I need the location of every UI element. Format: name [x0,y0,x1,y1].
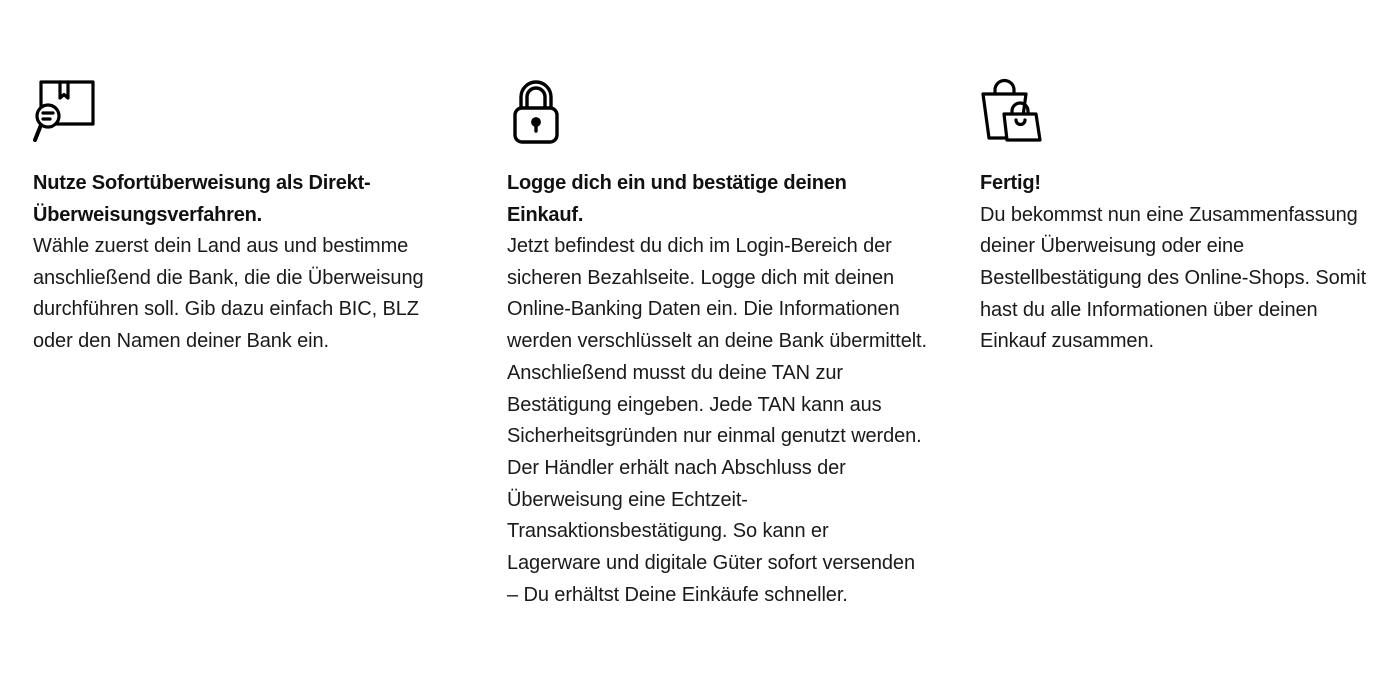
package-search-icon [33,78,97,146]
shopping-bags-icon [980,78,1044,146]
step-description: Du bekommst nun eine Zusammenfassung deiner Überweisung oder eine Bestellbestätigung des Online-Shops. Somit hast du alle Informationen über deinen Einkauf zusammen. [980,203,1367,353]
step-title: Fertig! [980,172,1041,194]
step-1 [33,78,433,358]
step-title: Nutze Sofortüberweisung als Direkt-Überweisungsverfahren. [33,172,371,226]
step-3 [980,78,1375,358]
step-2 [507,78,927,611]
step-title: Logge dich ein und bestätige deinen Einkauf. [507,172,847,226]
step-description: Wähle zuerst dein Land aus und bestimme anschließend die Bank, die die Überweisung durchführen soll. Gib dazu einfach BIC, BLZ oder den Namen deiner Bank ein. [33,235,424,353]
padlock-icon [507,78,571,146]
step-description: Jetzt befindest du dich im Login-Bereich der sicheren Bezahlseite. Logge dich mit deinen Online-Banking Daten ein. Die Informationen werden verschlüsselt an deine Bank übermittelt. Anschließend musst du deine TAN zur Bestätigung eingeben. Jede TAN kann aus Sicherheitsgründen nur einmal genutzt werden. Der Händler erhält nach Abschluss der Überweisung eine Echtzeit-Transaktionsbestätigung. So kann er Lagerware und digitale Güter sofort versenden – Du erhältst Deine Einkäufe schneller. [507,235,927,606]
